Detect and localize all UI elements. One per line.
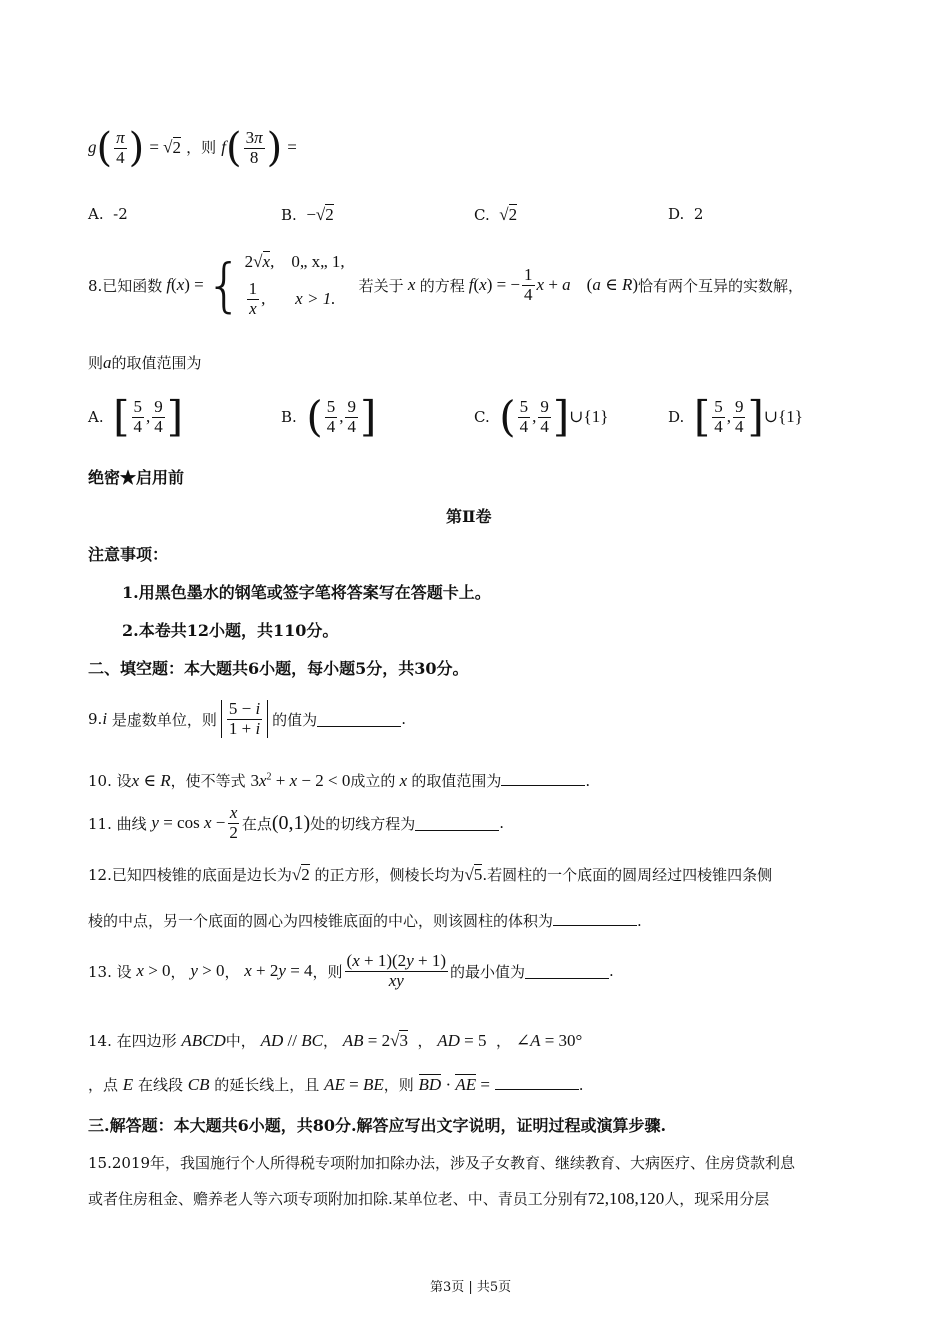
q14-line2: ，点 E 在线段 CB 的延长线上，且 AE = BE，则 BD · AE = . [88, 1075, 584, 1094]
notice-title: 注意事项： [88, 545, 169, 564]
q12-line1: 12.已知四棱锥的底面是边长为√2 的正方形，侧棱长均为√5.若圆柱的一个底面的圆周经过四棱锥四条侧 [88, 865, 773, 884]
q13-answer-blank[interactable] [525, 964, 609, 979]
q9-answer-blank[interactable] [317, 712, 401, 727]
q15-line1: 15.2019年，我国施行个人所得税专项附加扣除办法，涉及子女教育、继续教育、大病医疗、住房贷款利息 [88, 1154, 796, 1172]
q12-answer-blank[interactable] [553, 911, 637, 926]
section-title: 第Ⅱ卷 [446, 507, 492, 526]
q7-option-c: C. √2 [474, 205, 518, 224]
secret-header: 绝密★启用前 [88, 468, 185, 487]
q13: 13. 设 x > 0 ， y > 0 ， x + 2y = 4 ，则 $\frac{(x + 1)(2y + 1)}{xy}$ 的最小值为 . [88, 951, 614, 990]
q10-answer-blank[interactable] [501, 771, 585, 786]
notice-item-1: 1.用黑色墨水的钢笔或签字笔将答案写在答题卡上。 [122, 583, 491, 602]
q15-line2: 或者住房租金、赡养老人等六项专项附加扣除.某单位老、中、青员工分别有72,108,120人，现采用分层 [88, 1189, 770, 1208]
q8-stem: 8.已知函数 f ( x ) = { 2√x, 0„ x„ 1, $\frac{1}{x}$ , x > 1. 若关于 x 的方程 f ( x ) = − $\frac{1}{4}$ x + a ( a ∈ R ) 恰有两个互异的实数解， [88, 251, 804, 320]
q7-condition: g( $\frac{\pi}{4}$ ) = √2 ，则 f( $\frac{3\pi}{8}$ ) = [88, 125, 297, 171]
q8-line2: 则a的取值范围为 [88, 353, 202, 372]
q10: 10. 设x ∈ R，使不等式 $3x^2 + x - 2 < 0$成立的 x 的取值范围为 . [88, 771, 591, 790]
q11-answer-blank[interactable] [415, 816, 499, 831]
q7-option-b: B. −√2 [281, 205, 334, 224]
q9: 9. i 是虚数单位，则 $\frac{5 - i}{1 + i}$ 的值为 . [88, 699, 406, 738]
q11: 11. 曲线 y = cos x − $\frac{x}{2}$ 在点 (0,1) 处的切线方程为 . [88, 803, 504, 842]
q7-option-d: D. 2 [668, 205, 704, 223]
q14-answer-blank[interactable] [495, 1075, 579, 1090]
q7-option-a: A. -2 [88, 205, 128, 223]
q12-line2: 棱的中点，另一个底面的圆心为四棱锥底面的中心，则该圆柱的体积为 . [88, 912, 642, 930]
q8-option-d: D. [ $\frac{5}{4}$ , $\frac{9}{4}$ ] ∪{1} [668, 392, 803, 441]
part2-heading: 二、填空题：本大题共6小题，每小题5分，共30分。 [88, 659, 469, 678]
q8-option-a: A. [ $\frac{5}{4}$ , $\frac{9}{4}$ ] [88, 392, 184, 441]
page-footer: 第3页 | 共5页 [430, 1280, 512, 1295]
q14-line1: 14. 在四边形 ABCD中， AD // BC， AB = 2√3 ， AD = 5 ， ∠A = 30° [88, 1031, 583, 1050]
q8-option-b: B. ( $\frac{5}{4}$ , $\frac{9}{4}$ ] [281, 392, 377, 441]
part3-heading: 三.解答题：本大题共6小题，共80分.解答应写出文字说明，证明过程或演算步骤. [88, 1116, 667, 1135]
q8-option-c: C. ( $\frac{5}{4}$ , $\frac{9}{4}$ ] ∪{1} [474, 392, 609, 441]
notice-item-2: 2.本卷共12小题，共110分。 [122, 621, 339, 640]
